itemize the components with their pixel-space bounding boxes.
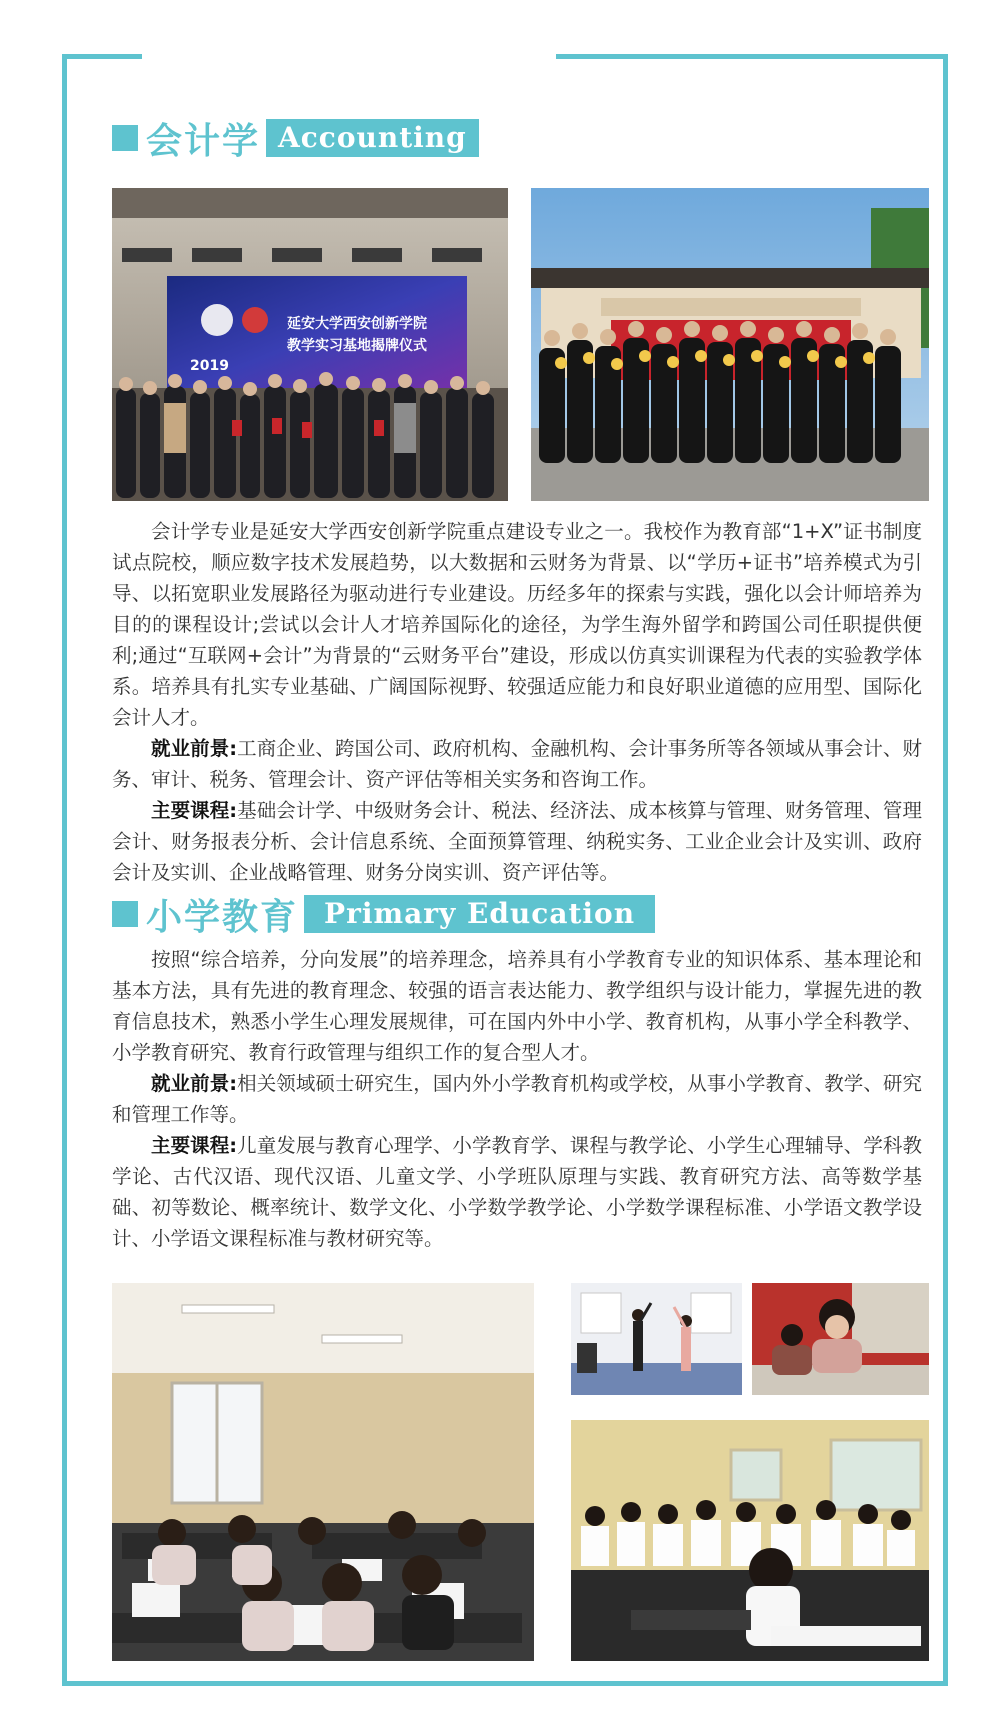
primary-title-en: Primary Education <box>304 895 655 933</box>
employment-text: 相关领域硕士研究生，国内外小学教育机构或学校，从事小学教育、教学、研究和管理工作等。 <box>112 1072 922 1126</box>
primary-title-cn: 小学教育 <box>146 895 299 938</box>
courses-text: 儿童发展与教育心理学、小学教育学、课程与教学论、小学生心理辅导、学科教学论、古代汉语、现代汉语、儿童文学、小学班队原理与实践、教育研究方法、高等数学基础、初等数论、概率统计、数学文化、小学数学教学论、小学数学课程标准、小学语文教学设计、小学语文课程标准与教材研究等。 <box>112 1134 922 1250</box>
accounting-paragraph: 会计学专业是延安大学西安创新学院重点建设专业之一。我校作为教育部“1+X”证书制度试点院校，顺应数字技术发展趋势，以大数据和云财务为背景、以“学历+证书”培养模式为引导、以拓宽职业发展路径为驱动进行专业建设。历经多年的探索与实践，强化以会计师培养为目的的课程设计;尝试以会计人才培养国际化的途径，为学生海外留学和跨国公司任职提供便利;通过“互联网+会计”为背景的“云财务平台”建设，形成以仿真实训课程为代表的实验教学体系。培养具有扎实专业基础、广阔国际视野、较强适应能力和良好职业道德的应用型、国际化会计人才。 <box>112 520 922 729</box>
accounting-title-en: Accounting <box>266 119 479 157</box>
accounting-employment <box>112 733 922 795</box>
primary-employment <box>112 1068 922 1130</box>
keyboard-class-photo <box>571 1420 929 1661</box>
employment-text: 工商企业、跨国公司、政府机构、金融机构、会计事务所等各领域从事会计、财务、审计、税务、管理会计、资产评估等相关实务和咨询工作。 <box>112 737 922 791</box>
accounting-graduation-photo <box>531 188 929 501</box>
ceremony-screen-year: 2019 <box>190 358 229 374</box>
frame-right <box>943 54 948 1686</box>
courses-label: 主要课程: <box>151 1134 238 1157</box>
frame-top-right <box>556 54 948 59</box>
courses-text: 基础会计学、中级财务会计、税法、经济法、成本核算与管理、财务管理、管理会计、财务报表分析、会计信息系统、全面预算管理、纳税实务、工业企业会计及实训、政府会计及实训、企业战略管理、财务分岗实训、资产评估等。 <box>112 799 922 884</box>
heading-square-icon <box>112 901 138 927</box>
dance-class-photo <box>571 1283 742 1395</box>
employment-label: 就业前景: <box>151 737 238 760</box>
primary-courses <box>112 1130 922 1254</box>
frame-left <box>62 54 67 1686</box>
frame-top-left <box>62 54 142 59</box>
accounting-heading <box>112 116 479 160</box>
primary-heading <box>112 892 655 936</box>
frame-bottom <box>62 1681 948 1686</box>
courses-label: 主要课程: <box>151 799 238 822</box>
piano-classroom-photo <box>112 1283 534 1661</box>
ceremony-screen-line1: 延安大学西安创新学院 <box>287 316 427 332</box>
primary-paragraph: 按照“综合培养，分向发展”的培养理念，培养具有小学教育专业的知识体系、基本理论和基本方法，具有先进的教育理念、较强的语言表达能力、教学组织与设计能力，掌握先进的教育信息技术，熟悉小学生心理发展规律，可在国内外中小学、教育机构，从事小学全科教学、小学教育研究、教育行政管理与组织工作的复合型人才。 <box>112 948 922 1064</box>
heading-square-icon <box>112 125 138 151</box>
primary-text <box>112 944 922 1254</box>
accounting-courses <box>112 795 922 888</box>
ceremony-screen-line2: 教学实习基地揭牌仪式 <box>287 338 427 354</box>
accounting-title-cn: 会计学 <box>146 119 261 162</box>
drawing-student-photo <box>752 1283 929 1395</box>
employment-label: 就业前景: <box>151 1072 238 1095</box>
accounting-ceremony-photo <box>112 188 508 501</box>
accounting-text <box>112 516 922 888</box>
